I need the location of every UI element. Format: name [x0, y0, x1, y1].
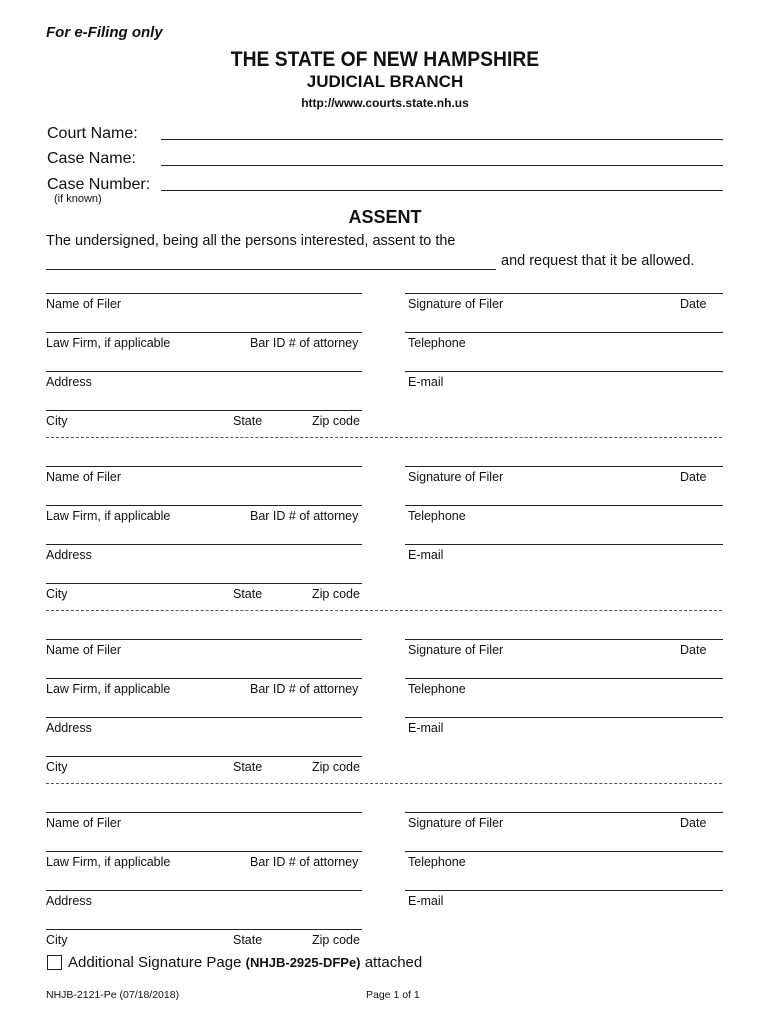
filer-city-field[interactable] [46, 583, 362, 584]
name-of-filer-label: Name of Filer [46, 297, 122, 311]
page-number: Page 1 of 1 [366, 989, 420, 1001]
court-name-field[interactable] [161, 139, 723, 140]
signature-label: Signature of Filer [408, 297, 504, 311]
email-label: E-mail [408, 548, 444, 562]
filer-telephone-field[interactable] [405, 505, 723, 506]
date-label: Date [680, 470, 707, 484]
bar-id-label: Bar ID # of attorney [250, 509, 359, 523]
filer-signature-field[interactable] [405, 812, 723, 813]
filer-signature-field[interactable] [405, 293, 723, 294]
email-label: E-mail [408, 721, 444, 735]
signature-label: Signature of Filer [408, 816, 504, 830]
filer-email-field[interactable] [405, 544, 723, 545]
form-title: THE STATE OF NEW HAMPSHIRE [230, 48, 540, 71]
date-label: Date [680, 643, 707, 657]
signature-label: Signature of Filer [408, 470, 504, 484]
city-label: City [46, 760, 68, 774]
filer-telephone-field[interactable] [405, 678, 723, 679]
filer-name-field[interactable] [46, 466, 362, 467]
filer-name-field[interactable] [46, 293, 362, 294]
name-of-filer-label: Name of Filer [46, 470, 122, 484]
state-label: State [233, 760, 263, 774]
bar-id-label: Bar ID # of attorney [250, 855, 359, 869]
bar-id-label: Bar ID # of attorney [250, 682, 359, 696]
section-divider [46, 610, 722, 611]
law-firm-label: Law Firm, if applicable [46, 855, 171, 869]
state-label: State [233, 414, 263, 428]
law-firm-label: Law Firm, if applicable [46, 336, 171, 350]
filer-email-field[interactable] [405, 717, 723, 718]
assent-request: and request that it be allowed. [501, 253, 695, 269]
additional-signature-checkbox[interactable] [47, 955, 62, 970]
zip-label: Zip code [312, 414, 360, 428]
telephone-label: Telephone [408, 855, 466, 869]
email-label: E-mail [408, 375, 444, 389]
additional-suffix: attached [364, 954, 423, 971]
filer-address-field[interactable] [46, 544, 362, 545]
efiling-note: For e-Filing only [46, 24, 163, 41]
case-name-field[interactable] [161, 165, 723, 166]
if-known-note: (if known) [54, 193, 102, 205]
city-label: City [46, 933, 68, 947]
city-label: City [46, 587, 68, 601]
court-url: http://www.courts.state.nh.us [301, 96, 469, 110]
address-label: Address [46, 894, 92, 908]
filer-city-field[interactable] [46, 929, 362, 930]
state-label: State [233, 933, 263, 947]
filer-law-firm-field[interactable] [46, 851, 362, 852]
filer-telephone-field[interactable] [405, 332, 723, 333]
form-id: NHJB-2121-Pe (07/18/2018) [46, 989, 180, 1001]
filer-email-field[interactable] [405, 890, 723, 891]
law-firm-label: Law Firm, if applicable [46, 509, 171, 523]
bar-id-label: Bar ID # of attorney [250, 336, 359, 350]
signature-label: Signature of Filer [408, 643, 504, 657]
date-label: Date [680, 816, 707, 830]
form-subtitle: JUDICIAL BRANCH [306, 72, 464, 91]
telephone-label: Telephone [408, 682, 466, 696]
name-of-filer-label: Name of Filer [46, 816, 122, 830]
name-of-filer-label: Name of Filer [46, 643, 122, 657]
telephone-label: Telephone [408, 336, 466, 350]
filer-address-field[interactable] [46, 717, 362, 718]
additional-prefix: Additional Signature Page [68, 954, 242, 971]
filer-law-firm-field[interactable] [46, 505, 362, 506]
assent-heading: ASSENT [348, 207, 422, 227]
zip-label: Zip code [312, 587, 360, 601]
case-number-field[interactable] [161, 190, 723, 191]
section-divider [46, 783, 722, 784]
filer-signature-field[interactable] [405, 639, 723, 640]
filer-email-field[interactable] [405, 371, 723, 372]
filer-law-firm-field[interactable] [46, 678, 362, 679]
email-label: E-mail [408, 894, 444, 908]
assent-subject-field[interactable] [46, 269, 496, 270]
filer-city-field[interactable] [46, 410, 362, 411]
court-name-label: Court Name: [47, 125, 138, 142]
telephone-label: Telephone [408, 509, 466, 523]
state-label: State [233, 587, 263, 601]
filer-name-field[interactable] [46, 639, 362, 640]
date-label: Date [680, 297, 707, 311]
additional-signature-label [68, 954, 422, 971]
filer-address-field[interactable] [46, 890, 362, 891]
address-label: Address [46, 548, 92, 562]
filer-city-field[interactable] [46, 756, 362, 757]
filer-address-field[interactable] [46, 371, 362, 372]
filer-telephone-field[interactable] [405, 851, 723, 852]
filer-signature-field[interactable] [405, 466, 723, 467]
additional-form-id: (NHJB-2925-DFPe) [245, 955, 361, 970]
address-label: Address [46, 375, 92, 389]
filer-law-firm-field[interactable] [46, 332, 362, 333]
case-name-label: Case Name: [47, 150, 136, 167]
section-divider [46, 437, 722, 438]
case-number-label: Case Number: [47, 176, 151, 193]
city-label: City [46, 414, 68, 428]
assent-intro: The undersigned, being all the persons interested, assent to the [46, 233, 456, 249]
address-label: Address [46, 721, 92, 735]
zip-label: Zip code [312, 933, 360, 947]
filer-name-field[interactable] [46, 812, 362, 813]
law-firm-label: Law Firm, if applicable [46, 682, 171, 696]
zip-label: Zip code [312, 760, 360, 774]
